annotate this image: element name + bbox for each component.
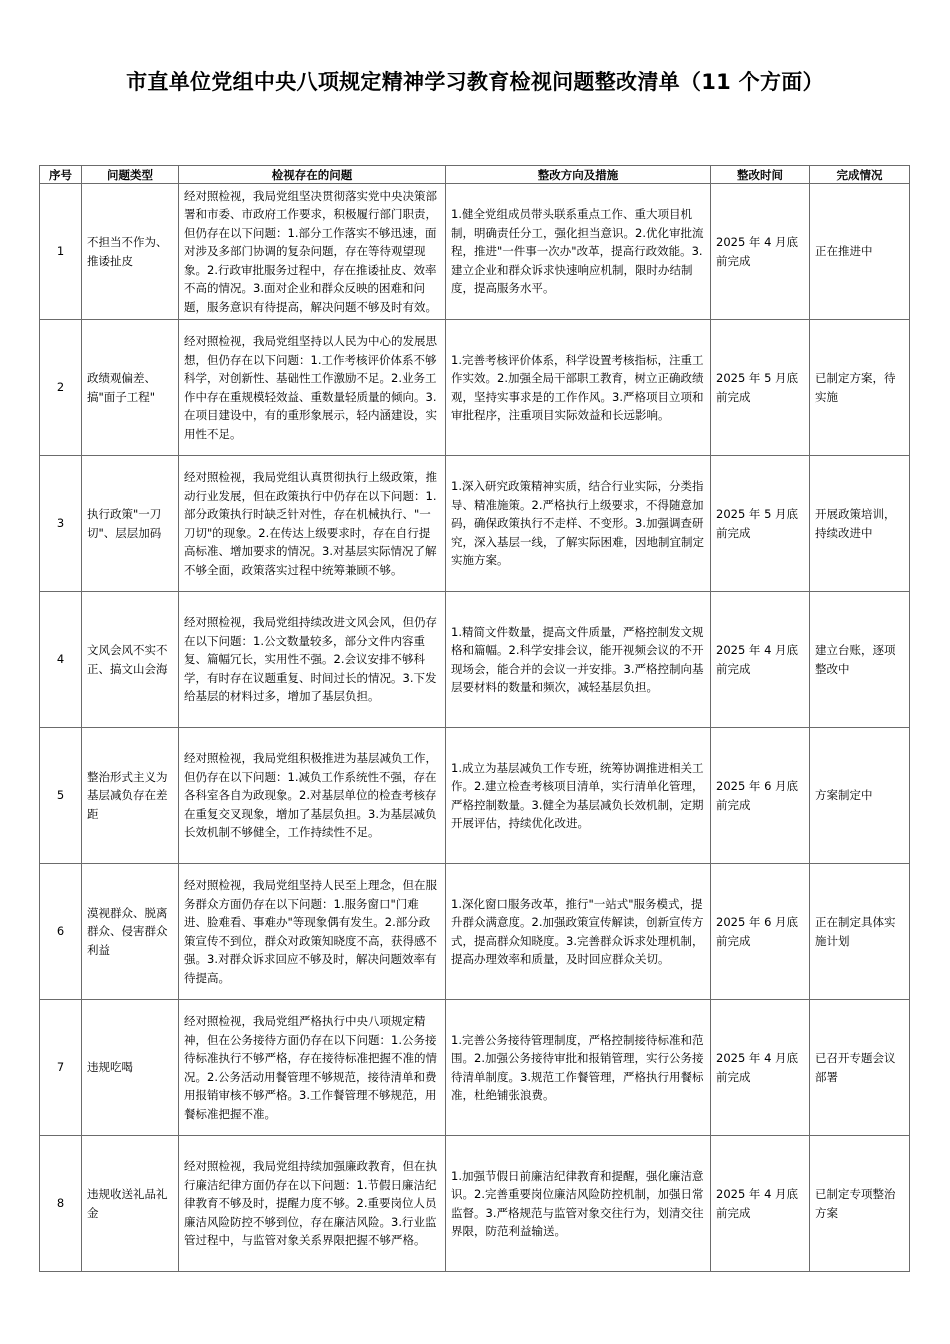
completion-status: 已制定专项整治方案 [810, 1136, 910, 1272]
row-number: 2 [40, 320, 82, 456]
completion-status: 开展政策培训，持续改进中 [810, 456, 910, 592]
row-number: 8 [40, 1136, 82, 1272]
problem-type: 政绩观偏差、搞"面子工程" [82, 320, 179, 456]
problem-description: 经对照检视，我局党组坚持以人民为中心的发展思想，但仍存在以下问题：1.工作考核评价体系不够科学，对创新性、基础性工作激励不足。2.业务工作中存在重规模轻效益、重数量轻质量的倾向。3.在项目建设中，有的重形象展示，轻内涵建设，实用性不足。 [179, 320, 446, 456]
problem-description: 经对照检视，我局党组认真贯彻执行上级政策，推动行业发展，但在政策执行中仍存在以下问题：1.部分政策执行时缺乏针对性，存在机械执行、"一刀切"的现象。2.在传达上级要求时，存在自行提高标准、增加要求的情况。3.对基层实际情况了解不够全面，政策落实过程中统筹兼顾不够。 [179, 456, 446, 592]
problem-type: 不担当不作为、推诿扯皮 [82, 184, 179, 320]
problem-description: 经对照检视，我局党组持续改进文风会风，但仍存在以下问题：1.公文数量较多，部分文件内容重复、篇幅冗长，实用性不强。2.会议安排不够科学，有时存在议题重复、时间过长的情况。3.下发给基层的材料过多，增加了基层负担。 [179, 592, 446, 728]
rectification-measures: 1.深化窗口服务改革，推行"一站式"服务模式，提升群众满意度。2.加强政策宣传解读，创新宣传方式，提高群众知晓度。3.完善群众诉求处理机制，提高办理效率和质量，及时回应群众关切。 [446, 864, 711, 1000]
rectification-measures: 1.完善公务接待管理制度，严格控制接待标准和范围。2.加强公务接待审批和报销管理，实行公务接待清单制度。3.规范工作餐管理，严格执行用餐标准，杜绝铺张浪费。 [446, 1000, 711, 1136]
table-row [40, 1000, 910, 1136]
problem-type: 漠视群众、脱离群众、侵害群众利益 [82, 864, 179, 1000]
row-number: 1 [40, 184, 82, 320]
deadline: 2025 年 4 月底前完成 [711, 1000, 810, 1136]
header-type: 问题类型 [82, 166, 179, 184]
rectification-measures: 1.精简文件数量，提高文件质量，严格控制发文规格和篇幅。2.科学安排会议，能开视频会议的不开现场会，能合并的会议一并安排。3.严格控制向基层要材料的数量和频次，减轻基层负担。 [446, 592, 711, 728]
header-problem: 检视存在的问题 [179, 166, 446, 184]
problem-type: 违规吃喝 [82, 1000, 179, 1136]
completion-status: 正在推进中 [810, 184, 910, 320]
problem-description: 经对照检视，我局党组坚持人民至上理念，但在服务群众方面仍存在以下问题：1.服务窗口"门难进、脸难看、事难办"等现象偶有发生。2.部分政策宣传不到位，群众对政策知晓度不高，获得感不强。3.对群众诉求回应不够及时，解决问题效率有待提高。 [179, 864, 446, 1000]
deadline: 2025 年 4 月底前完成 [711, 184, 810, 320]
header-no: 序号 [40, 166, 82, 184]
table-row [40, 864, 910, 1000]
header-status: 完成情况 [810, 166, 910, 184]
rectification-measures: 1.成立为基层减负工作专班，统筹协调推进相关工作。2.建立检查考核项目清单，实行清单化管理，严格控制数量。3.健全为基层减负长效机制，定期开展评估，持续优化改进。 [446, 728, 711, 864]
problem-type: 文风会风不实不正、搞文山会海 [82, 592, 179, 728]
row-number: 7 [40, 1000, 82, 1136]
completion-status: 已制定方案，待实施 [810, 320, 910, 456]
completion-status: 正在制定具体实施计划 [810, 864, 910, 1000]
problem-type: 执行政策"一刀切"、层层加码 [82, 456, 179, 592]
document-title: 市直单位党组中央八项规定精神学习教育检视问题整改清单（11 个方面） [126, 70, 824, 94]
rectification-measures: 1.健全党组成员带头联系重点工作、重大项目机制，明确责任分工，强化担当意识。2.优化审批流程，推进"一件事一次办"改革，提高行政效能。3.建立企业和群众诉求快速响应机制，限时办结制度，提高服务水平。 [446, 184, 711, 320]
problem-description: 经对照检视，我局党组严格执行中央八项规定精神，但在公务接待方面仍存在以下问题：1.公务接待标准执行不够严格，存在接待标准把握不准的情况。2.公务活动用餐管理不够规范，接待清单和费用报销审核不够严格。3.工作餐管理不够规范，用餐标准把握不准。 [179, 1000, 446, 1136]
row-number: 4 [40, 592, 82, 728]
deadline: 2025 年 6 月底前完成 [711, 728, 810, 864]
deadline: 2025 年 5 月底前完成 [711, 456, 810, 592]
table-row [40, 320, 910, 456]
row-number: 5 [40, 728, 82, 864]
deadline: 2025 年 4 月底前完成 [711, 592, 810, 728]
deadline: 2025 年 4 月底前完成 [711, 1136, 810, 1272]
deadline: 2025 年 6 月底前完成 [711, 864, 810, 1000]
problem-type: 整治形式主义为基层减负存在差距 [82, 728, 179, 864]
rectification-measures: 1.加强节假日前廉洁纪律教育和提醒，强化廉洁意识。2.完善重要岗位廉洁风险防控机制，加强日常监督。3.严格规范与监管对象交往行为，划清交往界限，防范利益输送。 [446, 1136, 711, 1272]
completion-status: 已召开专题会议部署 [810, 1000, 910, 1136]
header-measure: 整改方向及措施 [446, 166, 711, 184]
table-row [40, 184, 910, 320]
problem-description: 经对照检视，我局党组积极推进为基层减负工作，但仍存在以下问题：1.减负工作系统性不强，存在各科室各自为政现象。2.对基层单位的检查考核存在重复交叉现象，增加了基层负担。3.为基层减负长效机制不够健全，工作持续性不足。 [179, 728, 446, 864]
row-number: 3 [40, 456, 82, 592]
table-row [40, 592, 910, 728]
rectification-measures: 1.完善考核评价体系，科学设置考核指标，注重工作实效。2.加强全局干部职工教育，树立正确政绩观，坚持实事求是的工作作风。3.严格项目立项和审批程序，注重项目实际效益和长远影响。 [446, 320, 711, 456]
row-number: 6 [40, 864, 82, 1000]
header-time: 整改时间 [711, 166, 810, 184]
problem-description: 经对照检视，我局党组持续加强廉政教育，但在执行廉洁纪律方面仍存在以下问题：1.节假日廉洁纪律教育不够及时，提醒力度不够。2.重要岗位人员廉洁风险防控不够到位，存在廉洁风险。3.行业监管过程中，与监管对象关系界限把握不够严格。 [179, 1136, 446, 1272]
table-header-row [40, 166, 910, 184]
completion-status: 建立台账，逐项整改中 [810, 592, 910, 728]
table-row [40, 1136, 910, 1272]
problem-description: 经对照检视，我局党组坚决贯彻落实党中央决策部署和市委、市政府工作要求，积极履行部门职责，但仍存在以下问题：1.部分工作落实不够迅速，面对涉及多部门协调的复杂问题，存在等待观望现象。2.行政审批服务过程中，存在推诿扯皮、效率不高的情况。3.面对企业和群众反映的困难和问题，服务意识有待提高，解决问题不够及时有效。 [179, 184, 446, 320]
rectification-table [39, 165, 910, 1272]
table-row [40, 728, 910, 864]
table-row [40, 456, 910, 592]
problem-type: 违规收送礼品礼金 [82, 1136, 179, 1272]
completion-status: 方案制定中 [810, 728, 910, 864]
deadline: 2025 年 5 月底前完成 [711, 320, 810, 456]
rectification-measures: 1.深入研究政策精神实质，结合行业实际，分类指导、精准施策。2.严格执行上级要求，不得随意加码，确保政策执行不走样、不变形。3.加强调查研究，深入基层一线，了解实际困难，因地制宜制定实施方案。 [446, 456, 711, 592]
